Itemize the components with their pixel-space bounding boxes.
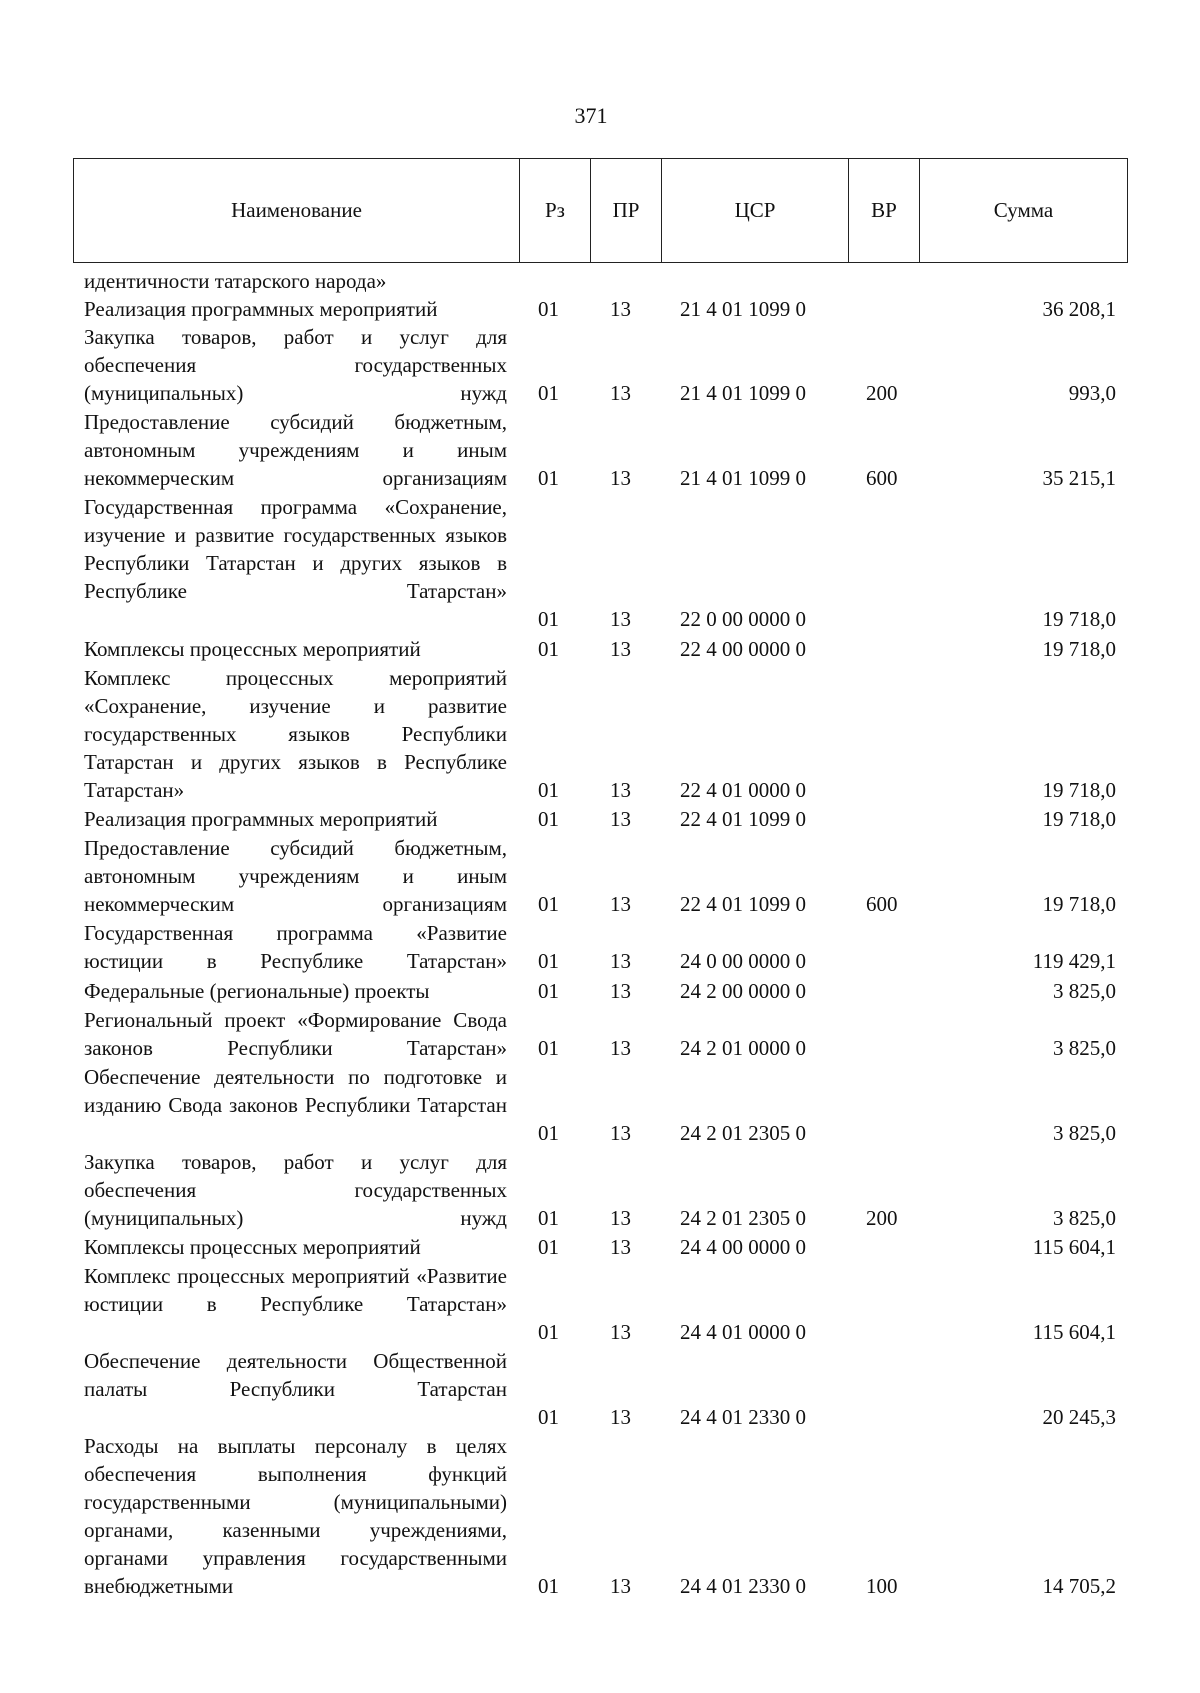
row-sum: 19 718,0 bbox=[1042, 778, 1116, 802]
row-name: Реализация программных мероприятий bbox=[84, 297, 438, 321]
row-pr: 13 bbox=[610, 807, 631, 831]
header-name: Наименование bbox=[74, 159, 520, 263]
row-name: Закупка товаров, работ и услуг для обеспечения государственных (муниципальных) нужд bbox=[84, 1150, 507, 1230]
row-csr: 22 4 01 1099 0 bbox=[680, 892, 806, 916]
row-name: Реализация программных мероприятий bbox=[84, 807, 438, 831]
continuation-text: идентичности татарского народа» bbox=[84, 269, 387, 293]
row-csr: 21 4 01 1099 0 bbox=[680, 381, 806, 405]
row-sum: 115 604,1 bbox=[1032, 1235, 1116, 1259]
row-rz: 01 bbox=[538, 297, 559, 321]
row-pr: 13 bbox=[610, 892, 631, 916]
row-pr: 13 bbox=[610, 466, 631, 490]
row-vr: 100 bbox=[866, 1574, 898, 1598]
row-pr: 13 bbox=[610, 1405, 631, 1429]
row-name: Обеспечение деятельности Общественной палаты Республики Татарстан bbox=[84, 1349, 507, 1401]
row-csr: 21 4 01 1099 0 bbox=[680, 297, 806, 321]
row-sum: 19 718,0 bbox=[1042, 892, 1116, 916]
row-sum: 119 429,1 bbox=[1032, 949, 1116, 973]
row-pr: 13 bbox=[610, 1036, 631, 1060]
header-rz: Рз bbox=[520, 159, 591, 263]
row-pr: 13 bbox=[610, 1320, 631, 1344]
row-sum: 35 215,1 bbox=[1042, 466, 1116, 490]
row-sum: 993,0 bbox=[1068, 381, 1116, 405]
row-csr: 24 4 01 2330 0 bbox=[680, 1405, 806, 1429]
row-name: Комплексы процессных мероприятий bbox=[84, 637, 421, 661]
row-rz: 01 bbox=[538, 1036, 559, 1060]
row-pr: 13 bbox=[610, 979, 631, 1003]
row-pr: 13 bbox=[610, 381, 631, 405]
row-csr: 22 4 01 1099 0 bbox=[680, 807, 806, 831]
row-csr: 24 4 01 2330 0 bbox=[680, 1574, 806, 1598]
row-csr: 24 4 01 0000 0 bbox=[680, 1320, 806, 1344]
row-rz: 01 bbox=[538, 381, 559, 405]
row-name: Предоставление субсидий бюджетным, автономным учреждениям и иным некоммерческим организациям bbox=[84, 410, 507, 490]
row-pr: 13 bbox=[610, 1121, 631, 1145]
header-vr: ВР bbox=[849, 159, 920, 263]
row-csr: 22 0 00 0000 0 bbox=[680, 607, 806, 631]
row-sum: 19 718,0 bbox=[1042, 607, 1116, 631]
row-rz: 01 bbox=[538, 1121, 559, 1145]
row-name: Комплекс процессных мероприятий «Развитие юстиции в Республике Татарстан» bbox=[84, 1264, 507, 1316]
header-pr: ПР bbox=[591, 159, 662, 263]
row-rz: 01 bbox=[538, 892, 559, 916]
row-pr: 13 bbox=[610, 949, 631, 973]
row-name: Государственная программа «Сохранение, изучение и развитие государственных языков Республики Татарстан и других языков в Республике Татарстан» bbox=[84, 495, 507, 603]
row-sum: 3 825,0 bbox=[1053, 1036, 1116, 1060]
header-csr: ЦСР bbox=[662, 159, 849, 263]
row-pr: 13 bbox=[610, 607, 631, 631]
row-sum: 20 245,3 bbox=[1042, 1405, 1116, 1429]
row-rz: 01 bbox=[538, 807, 559, 831]
row-csr: 24 2 01 0000 0 bbox=[680, 1036, 806, 1060]
row-rz: 01 bbox=[538, 607, 559, 631]
row-csr: 24 0 00 0000 0 bbox=[680, 949, 806, 973]
row-vr: 600 bbox=[866, 892, 898, 916]
row-rz: 01 bbox=[538, 778, 559, 802]
row-csr: 22 4 00 0000 0 bbox=[680, 637, 806, 661]
row-name: Комплексы процессных мероприятий bbox=[84, 1235, 421, 1259]
row-pr: 13 bbox=[610, 297, 631, 321]
row-vr: 200 bbox=[866, 381, 898, 405]
row-rz: 01 bbox=[538, 1235, 559, 1259]
row-vr: 200 bbox=[866, 1206, 898, 1230]
row-sum: 115 604,1 bbox=[1032, 1320, 1116, 1344]
row-name: Комплекс процессных мероприятий «Сохранение, изучение и развитие государственных языков Республики Татарстан и других языков в Республике Татарстан» bbox=[84, 666, 507, 802]
row-csr: 24 2 01 2305 0 bbox=[680, 1121, 806, 1145]
row-pr: 13 bbox=[610, 1574, 631, 1598]
row-sum: 14 705,2 bbox=[1042, 1574, 1116, 1598]
header-sum: Сумма bbox=[920, 159, 1128, 263]
row-name: Предоставление субсидий бюджетным, автономным учреждениям и иным некоммерческим организациям bbox=[84, 836, 507, 916]
row-csr: 22 4 01 0000 0 bbox=[680, 778, 806, 802]
row-rz: 01 bbox=[538, 979, 559, 1003]
row-sum: 19 718,0 bbox=[1042, 637, 1116, 661]
row-rz: 01 bbox=[538, 1405, 559, 1429]
row-rz: 01 bbox=[538, 949, 559, 973]
row-rz: 01 bbox=[538, 1206, 559, 1230]
row-csr: 24 4 00 0000 0 bbox=[680, 1235, 806, 1259]
row-rz: 01 bbox=[538, 466, 559, 490]
row-pr: 13 bbox=[610, 637, 631, 661]
row-name: Расходы на выплаты персоналу в целях обеспечения выполнения функций государственными (муниципальными) органами, казенными учреждениями, органами управления государственными внебюджетными bbox=[84, 1434, 507, 1598]
row-csr: 21 4 01 1099 0 bbox=[680, 466, 806, 490]
row-rz: 01 bbox=[538, 1320, 559, 1344]
row-sum: 3 825,0 bbox=[1053, 1206, 1116, 1230]
row-name: Обеспечение деятельности по подготовке и изданию Свода законов Республики Татарстан bbox=[84, 1065, 507, 1117]
row-sum: 19 718,0 bbox=[1042, 807, 1116, 831]
row-sum: 36 208,1 bbox=[1042, 297, 1116, 321]
row-pr: 13 bbox=[610, 1206, 631, 1230]
row-rz: 01 bbox=[538, 637, 559, 661]
row-vr: 600 bbox=[866, 466, 898, 490]
row-name: Государственная программа «Развитие юстиции в Республике Татарстан» bbox=[84, 921, 507, 973]
row-name: Федеральные (региональные) проекты bbox=[84, 979, 430, 1003]
row-pr: 13 bbox=[610, 778, 631, 802]
row-sum: 3 825,0 bbox=[1053, 1121, 1116, 1145]
row-sum: 3 825,0 bbox=[1053, 979, 1116, 1003]
row-csr: 24 2 01 2305 0 bbox=[680, 1206, 806, 1230]
page-number: 371 bbox=[574, 103, 608, 128]
row-csr: 24 2 00 0000 0 bbox=[680, 979, 806, 1003]
row-pr: 13 bbox=[610, 1235, 631, 1259]
row-rz: 01 bbox=[538, 1574, 559, 1598]
row-name: Региональный проект «Формирование Свода законов Республики Татарстан» bbox=[84, 1008, 507, 1060]
row-name: Закупка товаров, работ и услуг для обеспечения государственных (муниципальных) нужд bbox=[84, 325, 507, 405]
